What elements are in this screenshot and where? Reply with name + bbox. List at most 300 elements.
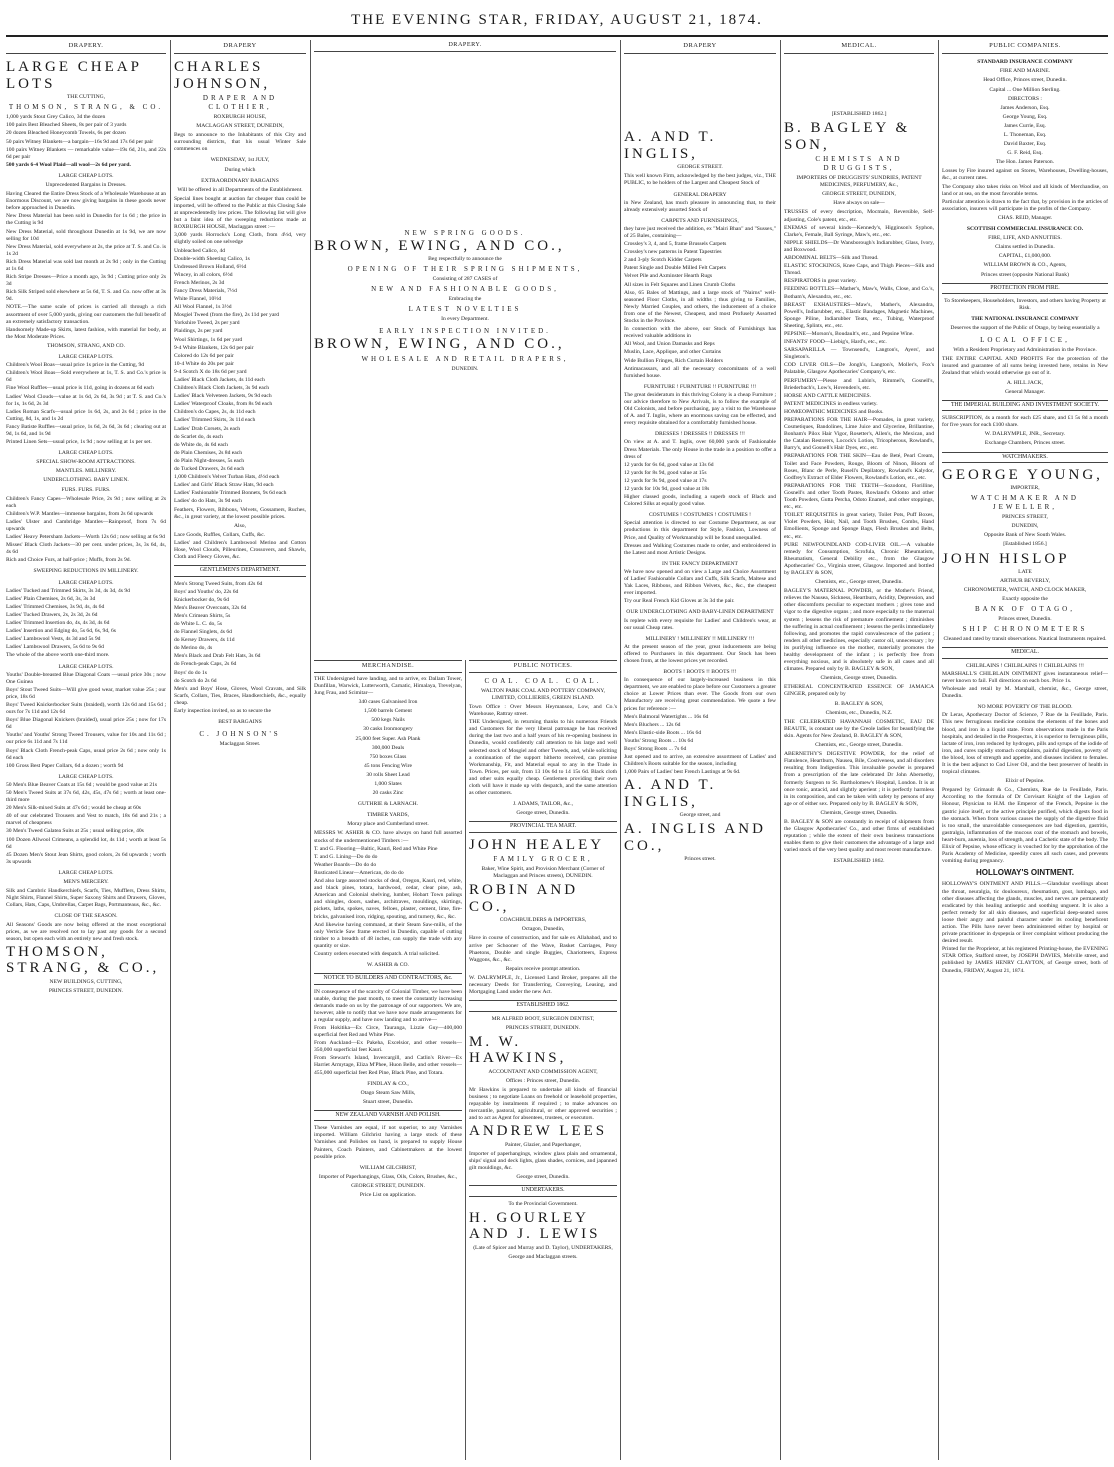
text-block: Handsomely Made-up Skirts, latest fashion, with material for body, at the Most Moderate Prices.	[6, 326, 166, 340]
text-block: 20 dozen Bleached Honeycomb Towels, 6s per dozen	[6, 130, 126, 137]
text-block: LOCAL OFFICE,	[980, 336, 1070, 345]
text-block: Undressed Brown Holland, 6½d	[174, 263, 247, 270]
column-head: MERCHANDISE.	[314, 661, 462, 673]
text-block: Silk and Cambric Handkerchiefs, Scarfs, Ties, Mufflers, Dress Shirts, Night Shirts, Flannel Shirts, Super Saxony Shirts and Drawers, Gloves, Collars, Hats, Caps, Umbrellas, Carpet Bags, Portmanteaus, &c., &c.	[6, 888, 166, 909]
text-block: This well known Firm, acknowledged by the best judges, viz., THE PUBLIC, to be holders of the Largest and Cheapest Stock of	[624, 173, 776, 187]
text-block: OUR UNDERCLOTHING AND BABY-LINEN DEPARTMENT	[626, 609, 774, 616]
text-block: Ladies' Tucked Drawers, 2s, 2s 3d, 2s 6d	[6, 611, 98, 618]
column-drapery-1	[6, 40, 166, 1460]
text-block: WILLIAM GILCHRIST,	[359, 1164, 417, 1171]
text-block: DIRECTORS :	[1008, 95, 1042, 102]
text-block: they have just received the addition, ex "Mairi Bhan" and "Sussex," of 25 Bales, containing—	[624, 225, 776, 239]
text-block: ANDREW LEES	[469, 1123, 608, 1140]
text-block: LATE	[1018, 569, 1032, 576]
text-block: NOTE.—The same scale of prices is carried all through a rich assortment of over 5,000 yards, giving our customers the full benefit of an extremely satisfactory transaction.	[6, 304, 166, 325]
text-block: 30 casks Ironmongery	[363, 726, 413, 733]
text-block: PREPARATIONS FOR THE HAIR—Pomades, in great variety, Cosmetiques, Bandolines, Lime Juice and Glycerine, Brillantine, Bonham's Pilox Hair Vigor, Rosetter's, Allen's, the Mexican, and the Catalan Restorers, Locock's Lotion, Tricopherous, Rowland's, Barry's, and Gosnell's Hair Dyes, etc., etc.	[784, 417, 934, 452]
text-block: Ladies' and Girls' Black Straw Hats, 9d each	[174, 482, 274, 489]
text-block: The great desideratum in this thriving Colony is a cheap Furniture ; our advice therefore to New Arrivals, is to follow the example of Old Colonists, and before purchasing, pay a visit to the Warehouse of A. and T. Inglis, where an enormous saving can be effected, and every requisite obtained for a comfortably furnished house.	[624, 391, 776, 427]
text-block: Princes street, Dunedin.	[998, 616, 1052, 623]
text-block: Men's Bluchers ... 12s 6d	[624, 721, 681, 728]
text-block: CHRONOMETER, WATCH, AND CLOCK MAKER,	[963, 587, 1087, 594]
text-block: During which	[224, 166, 256, 173]
text-block: W. ASHER & CO.	[367, 962, 409, 969]
text-block: Special lines bought at auction far cheaper than could be imported, will be offered to the Public at this Closing Sale at unprecedentedly low prices. The following list will give but a faint idea of the sweeping reductions made at ROXBURGH HOUSE, Maclaggan street :—	[174, 195, 306, 231]
text-block: Wool Shirtings, 1s 6d per yard	[174, 336, 243, 343]
text-block: From Stewart's Island, Invercargill, and Catlin's River—Ex Harriet Armytage, Eliza M'Phee, Huon Belle, and other vessels—455,000 superficial feet Red Pine, Black Pine, and Totara.	[314, 1055, 462, 1076]
text-block: UNDERCLOTHING. BABY LINEN.	[43, 477, 129, 484]
text-block: 50 Men's Tweed Suits at 37s 6d, 42s, 45s, 47s 6d ; worth at least one-third more	[6, 790, 166, 804]
text-block: THE Undersigned, in returning thanks to his numerous Friends and Customers for the very liberal patronage he has received during the last two and a half years of his re-opening business in Dunedin, would confidently call attention to his large and well selected stock of Mosgiel and other Tweeds, and, while soliciting a continuation of the support hitherto received, can promise Workmanship, Fit, and Material equal to any in the Trade in Town. Prices, per suit, from 13 10s 6d to 14 15s 6d. Black cloth and other suits equally cheap. Gentlemen providing their own cloth will have it made up with despatch, and the same attention as other customers.	[469, 719, 617, 797]
text-block: 2 and 3-ply Scotch Kidder Carpets	[624, 257, 702, 264]
text-block: DRAPER AND CLOTHIER,	[202, 94, 278, 112]
text-block: Elixir of Pepsine.	[1005, 778, 1045, 785]
text-block: The Company also takes risks on Wool and all kinds of Merchandise, on land or at sea, on the most favorable terms.	[942, 183, 1108, 197]
text-block: 3,000 yards Horrocks's Long Cloth, from 4½d, very slightly soiled on one selvedge	[174, 232, 306, 246]
text-block: MR ALFRED BOOT, SURGEON DENTIST,	[491, 1015, 595, 1022]
text-block: Have always on sale—	[833, 200, 885, 207]
column-head: PUBLIC COMPANIES.	[942, 40, 1108, 54]
text-block: Crossley's 3, 4, and 5, frame Brussels Carpets	[624, 241, 727, 248]
text-block: Youths' Double-breasted Blue Diagonal Coats —usual price 30s ; now One Guinea	[6, 671, 166, 685]
text-block: LARGE CHEAP LOTS.	[58, 663, 114, 670]
text-block: Ladies' Lambswool Vests, 4s 3d and 5s 9d	[6, 636, 101, 643]
text-block: Losses by Fire insured against on Stores, Warehouses, Dwelling-houses, &c., at current rates.	[942, 168, 1108, 182]
text-block: These Varnishes are equal, if not superior, to any Varnishes imported. William Gilchrist having a large stock of these Varnishes and Polishes on hand, is prepared to supply House Painters, Coach Painters, and Cabinetmakers at the lowest possible price.	[314, 1125, 462, 1160]
text-block: NEW SPRING GOODS.	[404, 228, 526, 237]
text-block: T. and G. Flooring—Baltic, Kauri, Red and White Pine	[314, 845, 438, 852]
text-block: Wincey, in all colors, 6½d	[174, 271, 233, 278]
text-block: General Manager.	[1004, 388, 1046, 395]
text-block: Wide Bullion Fringes, Rich Curtain Holders	[624, 357, 723, 364]
text-block: Dresses and Walking Costumes made to order, and embroidered in the Latest and most Artistic Designs.	[624, 542, 776, 556]
text-block: Ladies' Insertion and Edging do, 5s 6d, 6s, 9d, 6s	[6, 628, 116, 635]
text-block: Ladies' Black Velveteen Jackets, 9s 9d each	[174, 393, 272, 400]
text-block: UNDERTAKERS.	[469, 1185, 617, 1196]
text-block: 1,500 barrels Cement	[363, 708, 412, 715]
masthead-rule	[6, 35, 1108, 37]
text-block: WATCHMAKERS.	[942, 452, 1108, 463]
text-block: Weather Boards—Do do do	[314, 861, 377, 868]
text-block: MANTLES. MILLINERY.	[55, 468, 117, 475]
text-block: Country orders executed with despatch. A trial solicited.	[314, 950, 440, 957]
text-block: We have now opened and on view a Large and Choice Assortment of Ladies' Fashionable Collars and Cuffs, Silk Scarfs, Maltese and Yak Laces, Ribbons, and Ribbon Velvets, &c., &c., the cheapest ever imported.	[624, 568, 776, 597]
text-block: BEST BARGAINS	[218, 719, 262, 726]
wide-drapery-ad	[314, 40, 616, 655]
text-block: Chemists, etc., Dunedin, N.Z.	[825, 709, 893, 716]
text-block: New Dress Material, sold throughout Dunedin at 1s 9d, we are now selling for 10d	[6, 228, 166, 242]
text-block: MEN'S MERCERY.	[63, 879, 109, 886]
text-block: NO MORE POVERTY OF THE BLOOD.	[977, 704, 1073, 711]
text-block: IMPORTERS OF DRUGGISTS' SUNDRIES, PATENT MEDICINES, PERFUMERY, &c.,	[796, 175, 922, 189]
text-block: Deserves the support of the Public of Otago, by being essentially a	[950, 325, 1100, 332]
text-block: EARLY INSPECTION INVITED.	[379, 327, 551, 336]
text-block: Crossley's new patterns in Patent Tapestries	[624, 249, 722, 256]
text-block: J. ADAMS, TAILOR, &c.,	[512, 801, 574, 808]
text-block: Also,	[234, 522, 246, 529]
text-block: All Wool, and Union Damasks and Reps	[624, 341, 715, 348]
text-block: Chemists, George street, Dunedin.	[820, 809, 898, 816]
text-block: Printed for the Proprietor, at his registered Printing-house, the EVENING STAR Office, Stafford street, by JOSEPH DAVIES, Melville street, and published by JAMES HENRY CLAYTON, of George street, both of Dunedin, FRIDAY, August 21, 1874.	[942, 946, 1108, 974]
text-block: BOOTS ! BOOTS !! BOOTS !!!	[663, 669, 737, 676]
text-block: TRUSSES of every description, Mocmain, Reversible, Self-adjusting, Cole's patent, etc., etc.	[784, 209, 934, 223]
text-block: Youths' Strong Boots ... 10s 6d	[624, 737, 694, 744]
text-block: 1,000 Pairs of Ladies' best French Lastings at 9s 6d.	[624, 769, 741, 776]
text-block: A. HILL JACK,	[1006, 379, 1044, 386]
text-block: C. JOHNSON'S	[199, 730, 281, 739]
text-block: PRINCES STREET, DUNEDIN.	[48, 987, 124, 994]
text-block: Ladies' do do Hats, 3s 9d each	[174, 498, 242, 505]
text-block: Exactly opposite the	[1002, 596, 1048, 603]
text-block: HOMŒOPATHIC MEDICINES and Books.	[784, 408, 884, 415]
text-block: Maclaggan Street.	[219, 741, 261, 748]
text-block: Patent Single and Double Milled Felt Carpets	[624, 265, 726, 272]
text-block: PREPARATIONS FOR THE TEETH—Sozodont, Florilline, Gosnell's and other Tooth Pastes, Rowland's Odonto and other Tooth Powders, Gutta Percha, Odoto Enamel, and other stoppings, etc., etc.	[784, 482, 934, 511]
text-block: 500 yards 6-4 Wool Plaid—all wool—2s 6d per yard.	[6, 161, 131, 168]
text-block: Stuart street, Dunedin.	[362, 1098, 414, 1105]
text-block: 45 Dozen Men's Stout Jean Shirts, good colors, 2s 6d upwards ; worth 3s upwards	[6, 851, 166, 865]
text-block: B. BAGLEY & SON are constantly in receipt of shipments from the Glasgow Apothecaries' Co., and other firms of established reputation ; while the extent of their own business transactions enables them to give their customers the advantage of a large and varied stock of the very best quality and most recent manufacture.	[784, 818, 934, 854]
text-block: CHILBLAINS ! CHILBLAINS !! CHILBLAINS !!!	[966, 662, 1084, 669]
column-head: DRAPERY	[624, 40, 776, 54]
text-block: SHIP CHRONOMETERS	[962, 625, 1088, 634]
text-block: PEPSINE—Morson's, Boudault's, etc., and Pepsine Wine.	[784, 330, 914, 337]
text-block: Beg respectfully to announce the	[428, 256, 502, 263]
column-public-companies	[942, 40, 1108, 1460]
text-block: Children's Wool Boas—usual price 1s price in the Cutting, 9d	[6, 362, 145, 369]
text-block: ROBIN AND CO.,	[469, 882, 579, 915]
text-block: STANDARD INSURANCE COMPANY	[977, 59, 1073, 66]
text-block: 500 kegs Nails	[371, 717, 405, 724]
text-block: Wholesale and retail by M. Marshall, chemist, &c., George street, Dunedin.	[942, 686, 1108, 700]
text-block: do Tucked Drawers, 2s 6d each	[174, 466, 245, 473]
text-block: THE CELEBRATED HAVANNAH COSMETIC, EAU DE BEAUTE, is constant use by the Creole ladies for beautifying the skin. Agents for New Zealand, B. BAGLEY & SON,	[784, 718, 934, 739]
text-block: Ladies' Plain Chemises, 2s 6d, 3s, 3s 3d	[6, 595, 96, 602]
text-block: Children's Wool Boas—Sold everywhere at 1s, T. S. and Co.'s price is 6d	[6, 370, 166, 384]
text-block: IMPORTER,	[1010, 485, 1040, 492]
text-block: FURNITURE ! FURNITURE !! FURNITURE !!!	[643, 383, 757, 390]
text-block: Ladies' Black Cloth Jackets, 4s 11d each	[174, 377, 265, 383]
text-block: Exchange Chambers, Princes street.	[984, 440, 1066, 447]
text-block: NOTICE TO BUILDERS AND CONTRACTORS, &c.	[314, 973, 462, 984]
text-block: BROWN, EWING, AND CO.,	[314, 237, 565, 254]
text-block: B. BAGLEY & SON,	[834, 700, 884, 707]
text-block: George street, Dunedin.	[516, 1174, 570, 1181]
column-medical	[784, 40, 934, 1460]
text-block: THE CUTTING,	[66, 94, 106, 101]
text-block: [ESTABLISHED 1862.]	[831, 111, 887, 118]
text-block: 12 yards for 8s 9d, good value at 15s	[624, 469, 707, 476]
text-block: Fancy Dress Materials, 7½d	[174, 287, 237, 294]
text-block: On view at A. and T. Inglis, over 60,000 yards of Fashionable Dress Materials. The only House in the trade in a position to offer a dress of	[624, 439, 776, 460]
text-block: Try our Real French Kid Gloves at 3s 3d the pair.	[624, 598, 735, 605]
text-block: Yorkshire Tweed, 2s per yard	[174, 320, 240, 327]
text-block: Knickerbocker do, 9s 6d	[174, 596, 229, 603]
text-block: 12 yards for 6s 6d, good value at 13s 6d	[624, 461, 714, 468]
text-block: 20 Men's Silk-mixed Suits at 47s 6d ; would be cheap at 60s	[6, 805, 141, 812]
text-block: Children's W.P. Mantles—immense bargains, from 2s 6d upwards	[6, 510, 153, 517]
newspaper-title: THE EVENING STAR, FRIDAY, AUGUST 21, 1874.	[351, 12, 763, 28]
text-block: 50 Men's Blue Beaver Coats at 15s 6d ; would be good value at 21s	[6, 781, 158, 788]
text-block: 10-4 White do 20s per pair	[174, 360, 235, 367]
text-block: WEDNESDAY, 1st JULY,	[210, 157, 270, 164]
text-block: ROXBURGH HOUSE,	[213, 114, 267, 120]
text-block: Just opened and to arrive, an extensive assortment of Ladies' and Children's Boots suitable for the season, including	[624, 754, 776, 768]
text-block: G. F. Reid, Esq.	[1007, 150, 1043, 157]
text-block: To the Provincial Government.	[508, 1200, 578, 1207]
text-block: RESPIRATORS in great variety.	[784, 278, 857, 285]
text-block: COSTUMES ! COSTUMES ! COSTUMES !	[648, 512, 752, 519]
text-block: PROTECTION FROM FIRE.	[942, 283, 1108, 294]
text-block: CAPITAL, £1,000,000.	[998, 253, 1052, 260]
text-block: Rich and Choice Furs, at half-price ; Muffs, from 2s 9d.	[6, 557, 131, 564]
column-head: DRAPERY.	[314, 40, 616, 52]
text-block: ABDOMINAL BELTS—Silk and Thread.	[784, 255, 879, 262]
text-block: CHAS. REID, Manager.	[997, 214, 1053, 221]
text-block: GEORGE YOUNG,	[942, 466, 1103, 483]
text-block: do French-peak Caps, 2s 6d	[174, 661, 237, 668]
text-block: MILLINERY ! MILLINERY !! MILLINERY !!!	[645, 635, 755, 642]
text-block: GUTHRIE & LARNACH.	[357, 801, 419, 808]
text-block: THOMSON, STRANG, AND CO.	[46, 342, 125, 349]
text-block: SARSAPARILLA — Townsend's, Langton's, Ayers', and Singleton's.	[784, 347, 934, 361]
text-block: Children's Black Cloth Jackets, 3s 9d each	[174, 385, 269, 392]
text-block: Ladies' Trimmed Insertion do, 4s, 4s 3d, 4s 6d	[6, 620, 110, 627]
text-block: Fancy Batiste Ruffles—usual price, 1s 6d, 2s 6d, 3s 6d ; clearing out at 9d, 1s 6d, and 1s 9d	[6, 423, 166, 437]
text-block: Opposite Bank of New South Wales.	[983, 532, 1067, 539]
text-block: CHARLES JOHNSON,	[174, 59, 271, 92]
text-block: 25,000 feet Super. Ash Plank	[355, 735, 421, 742]
text-block: Higher classed goods, including a superb stock of Black and Colored Silks at equally good value.	[624, 494, 776, 508]
text-block: LARGE CHEAP LOTS.	[58, 869, 114, 876]
text-block: George Young, Esq.	[1002, 113, 1048, 120]
text-block: Is replete with every requisite for Ladies' and Children's wear, at our usual Cheap rates.	[624, 617, 776, 631]
text-block: 9-4 White Blankets, 12s 6d per pair	[174, 344, 254, 351]
text-block: PURE NEWFOUNDLAND COD-LIVER OIL.—A valuable remedy for Consumption, Scrofula, Chronic Rheumatism, Rheumatism, General Debility etc., from the Glasgow Apothecaries' Co., Virginia street, Glasgow. Imported and bottled by BAGLEY & SON,	[784, 541, 934, 576]
text-block: Princes street.	[684, 856, 716, 863]
text-block: THOMSON, STRANG, & CO.,	[6, 943, 160, 977]
text-block: Repairs receive prompt attention.	[505, 965, 581, 972]
text-block: JOHN HEALEY	[469, 836, 605, 853]
text-block: Men's Balmoral Watertights ... 16s 6d	[624, 713, 709, 720]
text-block: do Flannel Singlets, 4s 6d	[174, 629, 232, 636]
text-block: THOMSON, STRANG, & CO.	[8, 103, 164, 112]
column-drapery-inglis	[624, 40, 776, 1460]
text-block: [Established 1856.]	[1003, 541, 1047, 548]
text-block: PROVINCIAL TEA MART.	[469, 821, 617, 832]
text-block: ETHEREAL CONCENTRATED ESSENCE OF JAMAICA GINGER, prepared only by	[784, 684, 934, 698]
text-block: BANK OF OTAGO,	[975, 605, 1075, 614]
text-block: And also large assorted stocks of deal, Oregon, Kauri, red, white, and black pines, totara, hardwood, cedar, clear pine, ash, American and Colonial shelving, lumber, Hobart Town palings and shingles, doors, sashes, architraves, mouldings, skirtings, pickets, laths, spokes, naves, felloes, plaster, cement, lime, fire-bricks, galvanised iron, ridging, spouting, and turnery, &c., &c.	[314, 878, 462, 920]
text-block: A. AND T. INGLIS,	[624, 129, 717, 162]
text-block: Also, 65 Bales of Mattings, and a large stock of "Nairns" well-seasoned Floor Cloths, in all widths ; thus giving to Families, Newly Married Couples, and others, the inducement of a choice from one of the Newest, Cheapest, and most Profusely Assorted Stocks in the Province.	[624, 289, 776, 325]
text-block: FINDLAY & CO.,	[367, 1080, 409, 1087]
text-block: 1,000 yards Stout Grey Calico, 3d the dozen	[6, 114, 106, 121]
text-block: Rusticated Linear—American, do do do	[314, 869, 404, 876]
text-block: Men's and Boys' Hose, Gloves, Wool Cravats, and Silk Scarfs, Collars, Ties, Braces, Handkerchiefs, &c., equally cheap.	[174, 685, 306, 706]
text-block: 100 pairs Witney Blankets — remarkable value—19s 6d, 21s, and 22s 6d per pair	[6, 146, 166, 160]
text-block: ACCOUNTANT AND COMMISSION AGENT,	[488, 1068, 598, 1075]
text-block: Lace Goods, Ruffles, Collars, Cuffs, &c.	[174, 531, 266, 538]
text-block: Youths' and Youths' Strong Tweed Trousers, value for 10s and 11s 6d ; our price 6s 11d and 7s 11d	[6, 732, 166, 746]
text-block: FURS. FURS. FURS.	[61, 486, 111, 493]
text-block: Head Office, Princes street, Dunedin.	[983, 77, 1067, 84]
text-block: Rich Silk Striped sold elsewhere at 5s 6d, T. S. and Co. now offer at 3s 9d.	[6, 289, 166, 303]
text-block: David Baxter, Esq.	[1003, 141, 1047, 148]
text-block: Boys' Blue Diagonal Knickers (braided), usual price 25s ; now for 17s 6d	[6, 717, 166, 731]
text-block: Antimacassars, and all the necessary concomitants of a well furnished house.	[624, 365, 776, 379]
text-block: do Scarlet do, 4s each	[174, 433, 223, 440]
text-block: Octagon, Dunedin,	[521, 926, 565, 933]
text-block: 9-4 Scotch X do 18s 6d per yard	[174, 368, 247, 375]
column-divider	[938, 40, 939, 1460]
text-block: A. AND T. INGLIS,	[624, 777, 717, 810]
masthead	[0, 0, 1114, 40]
text-block: Special attention is directed to our Costume Department, as our productions in this department for Style, Fashion, Lowness of Price, and Quality of Workmanship will be found unequalled.	[624, 520, 776, 541]
text-block: MEDICAL.	[942, 647, 1108, 658]
text-block: HOLLOWAY'S OINTMENT.	[975, 868, 1075, 878]
text-block: George and Maclaggan streets.	[508, 1253, 578, 1260]
text-block: Boys' Black Cloth French-peak Caps, usual price 2s 6d ; now only 1s 6d each	[6, 747, 166, 761]
text-block: Ladies' Tucked and Trimmed Skirts, 3s 3d, 4s 3d, 4s 9d	[6, 587, 130, 594]
text-block: NEW BUILDINGS, CUTTING,	[49, 978, 123, 985]
text-block: Ladies' Waterproof Cloaks, from 8s 9d each	[174, 401, 273, 408]
text-block: WALTON PARK COAL AND POTTERY COMPANY, LIMITED, COLLIERIES, GREEN ISLAND.	[480, 687, 606, 701]
text-block: Price List on application.	[359, 1192, 417, 1199]
text-block: ESTABLISHED 1862.	[469, 1000, 617, 1011]
text-block: LARGE CHEAP LOTS.	[58, 172, 114, 179]
text-block: In connection with the above, our Stock of Furnishings has received valuable additions in	[624, 326, 776, 340]
text-block: Consisting of 287 CASES of	[432, 276, 498, 283]
text-block: In every Department.	[441, 316, 489, 323]
text-block: L. Thoneman, Esq.	[1003, 132, 1047, 138]
text-block: James Anderson, Esq.	[1000, 104, 1050, 111]
text-block: do Kersey Drawers, 4s 11d	[174, 637, 235, 644]
text-block: With a Resident Proprietary and Administration in the Province.	[953, 347, 1097, 354]
text-block: 30 rolls Sheet Lead	[366, 771, 410, 778]
column-public-notices	[469, 660, 617, 1461]
text-block: Ladies' Wool Clouds—value at 1s 6d, 2s 6d, 3s 9d ; at T. S. and Co.'s for 1s, 1s 6d, 2s 3d	[6, 393, 166, 407]
text-block: SUBSCRIPTION, 4s a month for each £25 share, and £1 5s 8d a month for five years for each £100 share.	[942, 415, 1108, 429]
text-block: Offices : Princes street, Dunedin.	[505, 1077, 581, 1084]
text-block: A. INGLIS AND CO.,	[624, 821, 766, 854]
text-block: LARGE CHEAP LOTS.	[58, 579, 114, 586]
text-block: Cleaned and rated by transit observations. Nautical Instruments repaired.	[943, 636, 1107, 643]
text-block: Painter, Glazier, and Paperhanger,	[504, 1141, 582, 1148]
text-block: Town Office : Over Messrs Heymanson, Low, and Co.'s Warehouse, Rattray street.	[469, 703, 617, 718]
text-block: Ladies Roman Scarfs—usual price 1s 6d, 2s, and 2s 6d ; price in the Cutting, 8d, 1s, and 1s 2d	[6, 408, 166, 422]
text-block: And likewise having command, at their Steam Saw-mills, of the only Verticle Saw frame erected in Dunedin, capable of cutting timber to a breadth of 48 inches, can supply the trade with any quantity or size.	[314, 921, 462, 949]
text-block: George street, Dunedin.	[516, 810, 570, 817]
text-block: OPENING OF THEIR SPRING SHIPMENTS,	[347, 265, 583, 274]
text-block: Embracing the	[448, 296, 482, 303]
text-block: CLOSE OF THE SEASON.	[54, 913, 118, 920]
text-block: IN consequence of the scarcity of Colonial Timber, we have been unable, during the past month, to meet the constantly increasing demands made on us by the patronage of our supporters. We are, however, able to notify that we have now made arrangements for a regular supply, and have now landing and to arrive—	[314, 988, 462, 1023]
text-block: HORSE AND CATTLE MEDICINES.	[784, 392, 872, 399]
text-block: H. GOURLEY AND J. LEWIS	[469, 1209, 601, 1243]
text-block: At the present season of the year, great inducements are being offered to Purchasers in this department. Our Stock has been chosen from, at the lowest prices yet recorded.	[624, 643, 776, 664]
text-block: Particular attention is drawn to the fact that, by provision in the articles of association, insurers will participate in the profits of the Company.	[942, 198, 1108, 212]
text-block: ELASTIC STOCKINGS, Knee Caps, and Thigh Pieces—Silk and Thread.	[784, 263, 934, 277]
text-block: CHEMISTS AND DRUGGISTS,	[815, 155, 903, 173]
text-block: THE ENTIRE CAPITAL AND PROFITS For the protection of the insured and guarantee of all sums being invested here, retains in New Zealand that which would otherwise go out of it.	[942, 356, 1108, 377]
text-block: NEW AND FASHIONABLE GOODS,	[371, 285, 559, 294]
text-block: SWEEPING REDUCTIONS IN MILLINERY.	[33, 568, 139, 575]
text-block: FAMILY GROCER,	[493, 855, 593, 864]
text-block: B. BAGLEY & SON,	[784, 120, 911, 153]
text-block: Ladies' Heavy Petersham Jackets—Worth 12s 6d ; now selling at 6s 9d	[6, 534, 165, 541]
text-block: New Dress Material has been sold in Dunedin for 1s 6d ; the price in the Cutting is 9d	[6, 213, 166, 227]
text-block: GEORGE STREET, DUNEDIN.	[351, 1182, 425, 1189]
text-block: EXTRAORDINARY BARGAINS	[201, 177, 279, 184]
column-head: MEDICAL.	[784, 40, 934, 54]
text-block: Ladies' Lambswool Drawers, 5s 6d to 9s 6d	[6, 644, 104, 651]
column-divider	[620, 40, 621, 1460]
text-block: 50 pairs Witney Blankets—a bargain—16s 9d and 17s 6d per pair	[6, 138, 154, 145]
column-head: DRAPERY.	[6, 40, 166, 54]
column-drapery-2	[174, 40, 306, 1460]
text-block: WATCHMAKER AND JEWELLER,	[971, 494, 1079, 512]
text-block: Fine Wool Ruffles—usual price is 11d, going in dozens at 6d each	[6, 385, 154, 392]
text-block: MACLAGGAN STREET, DUNEDIN,	[196, 123, 284, 130]
text-block: Double-width Sheeting Calico, 1s	[174, 255, 250, 262]
text-block: 45 tons Fencing Wire	[364, 762, 412, 769]
text-block: DUNEDIN,	[1011, 523, 1039, 530]
text-block: do White L. C. do, 5s	[174, 620, 223, 627]
text-block: Feathers, Flowers, Ribbons, Velvets, Gossamers, Ruches, &c., in great variety, at the lowest possible prices.	[174, 506, 306, 520]
text-block: do Scotch do 2s 6d	[174, 677, 217, 684]
text-block: NIPPLE SHIELDS—Dr Wansborough's Indiarubber, Glass, Ivory, and Boxwood.	[784, 239, 934, 253]
text-block: BROWN, EWING, AND CO.,	[314, 336, 565, 353]
text-block: COACHBUILDERS & IMPORTERS,	[499, 917, 587, 924]
text-block: From Hokitika—Ex Circe, Tauranga, Lizzie Guy—400,000 superficial feet Red and White Pine.	[314, 1024, 462, 1039]
text-block: LATEST NOVELTIES	[408, 305, 522, 314]
text-block: Claims settled in Dunedin.	[995, 244, 1055, 251]
text-block: GEORGE STREET.	[677, 164, 723, 171]
text-block: COAL. COAL. COAL.	[484, 676, 602, 685]
text-block: MARSHALL'S CHILBLAIN OINTMENT gives instantaneous relief—never known to fail. Full directions on each box. Price 1s.	[942, 670, 1108, 684]
text-block: Having Cleared the Entire Dress Stock of a Wholesale Warehouse at an Enormous Discount, we are now giving bargains in these goods never before approached in Dunedin.	[6, 191, 166, 212]
text-block: Rich Dress Material was sold last month at 2s 9d ; only in the Cutting at 1s 6d	[6, 258, 166, 272]
text-block: Ladies' Trimmed Chemises, 3s 9d, 4s, 4s 6d	[6, 603, 105, 610]
text-block: Men's Beaver Overcoats, 32s 6d	[174, 604, 247, 611]
text-block: Chemists, George street, Dunedin.	[820, 675, 898, 682]
text-block: All Wool Flannel, 1s 3½d	[174, 304, 232, 311]
text-block: Printed Linen Sets—usual price, 1s 9d ; now selling at 1s per set.	[6, 439, 152, 446]
text-block: ARTHUR BEVERLY,	[1000, 578, 1050, 585]
text-block: LARGE CHEAP LOTS.	[58, 354, 114, 361]
text-block: THE NATIONAL INSURANCE COMPANY	[971, 316, 1079, 323]
text-block: FIRE AND MARINE.	[999, 68, 1051, 75]
text-block: In consequence of our largely-increased business in this department, we are enabled to place before our Customers a greater choice at Lower Prices than ever. The Goods from our own Manufactory are receiving great commendation. We quote a few prices for reference :—	[624, 677, 776, 712]
column-divider	[465, 660, 466, 1460]
text-block: To Storekeepers, Householders, Investors, and others having Property at Risk.	[944, 297, 1106, 312]
text-block: Chemists, etc., George street, Dunedin.	[815, 579, 903, 586]
text-block: SPECIAL SHOW-ROOM ATTRACTIONS.	[36, 459, 136, 466]
text-block: 300,000 Deals	[371, 744, 405, 751]
text-block: Velvet Pile and Axminster Hearth Rugs	[624, 273, 713, 280]
text-block: Ladies' Fashionable Trimmed Bonnets, 9s 6d each	[174, 490, 287, 497]
text-block: Unprecedented Bargains in Dresses.	[45, 181, 127, 188]
text-block: All sizes in Felt Squares and Linen Crumb Cloths	[624, 281, 736, 288]
text-block: Begs to announce to the Inhabitants of this City and surrounding districts, that his usual Winter Sale commences on	[174, 132, 306, 153]
text-block: HOLLOWAY'S OINTMENT AND PILLS.—Glandular swellings about the throat, neuralgia, tic douloureux, rheumatism, gout, lumbago, and other diseases affecting the glands, muscles, and nerves are permanently eradicated by this healing antiseptic and soothing unguent. It is also a perfect remedy for all skin diseases, and superficial deep-seated sores loose their angry and painful character under its cooling beneficent action. The Pills have never been administered either by hospital or private practitioner in dyspepsia or liver complaint without producing the desired result.	[942, 881, 1108, 945]
text-block: TOILET REQUISITES in great variety, Toilet Pots, Puff Boxes, Violet Powders, Hair, Nail, and Tooth Brushes, Combs, Hand Emollients, Sponge and Sponge Bags, Flesh Brushes and Belts, etc., etc.	[784, 512, 934, 540]
text-block: Men's Strong Tweed Suits, from 42s 6d	[174, 580, 263, 587]
text-block: WILLIAM BROWN & CO., Agents,	[983, 262, 1067, 269]
text-block: Mosgiel Tweed (from the fire), 2s 11d per yard	[174, 312, 280, 319]
text-block: Chemists, etc., George street, Dunedin.	[815, 742, 903, 749]
